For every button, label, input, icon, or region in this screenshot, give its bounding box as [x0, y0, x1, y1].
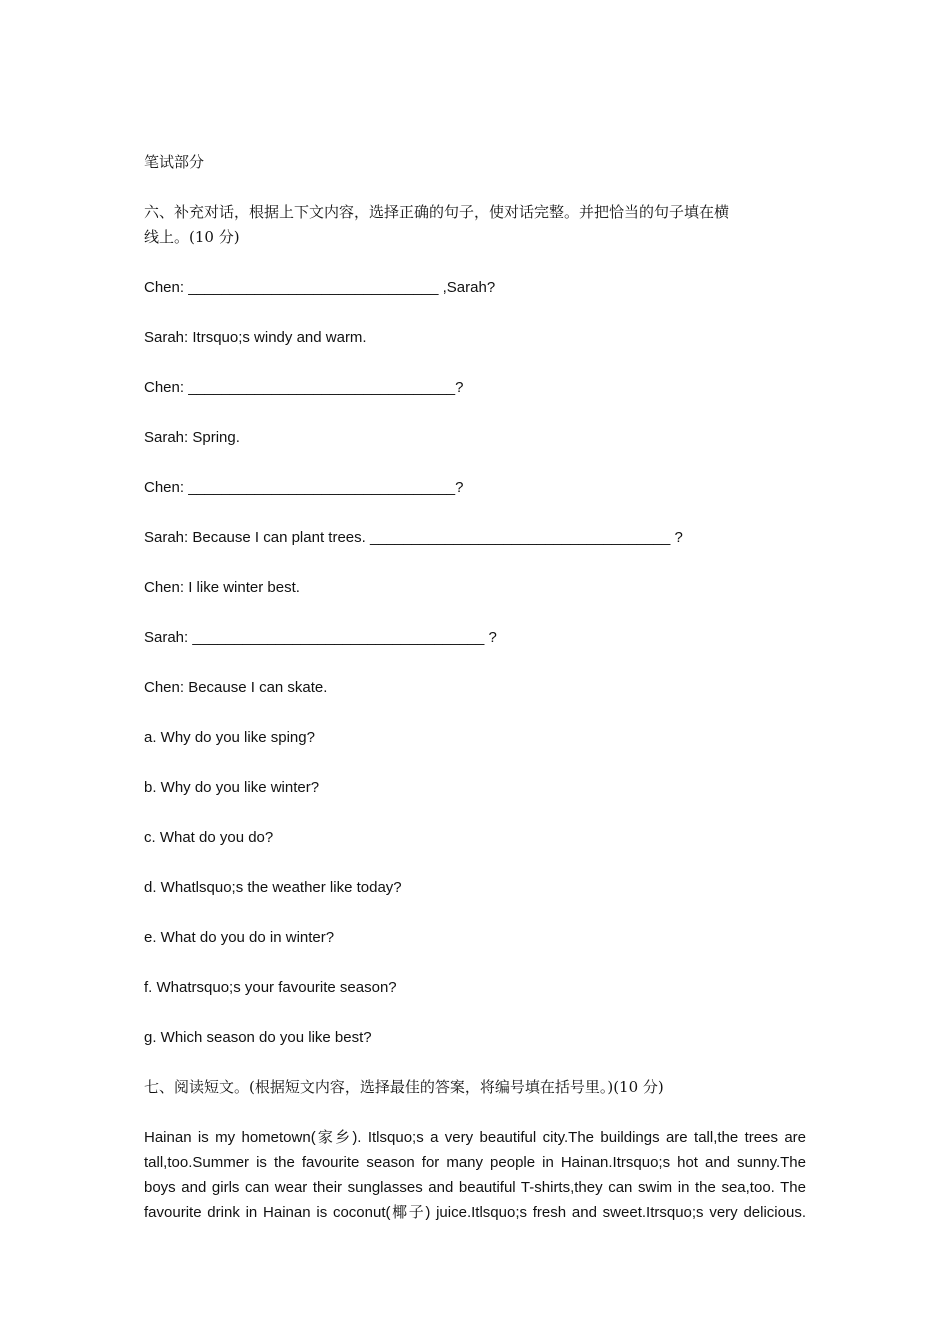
- passage-line: favourite drink in Hainan is coconut(椰子) juice.Itlsquo;s fresh and sweet.Itrsquo;s very delicious.: [144, 1204, 806, 1221]
- option-item: f. Whatrsquo;s your favourite season?: [144, 979, 397, 996]
- option-item: b. Why do you like winter?: [144, 779, 320, 796]
- dialogue-line: Sarah: ___________________________________ ?: [144, 629, 497, 646]
- dialogue-line: Chen: Because I can skate.: [144, 679, 328, 696]
- dialogue-line: Chen: I like winter best.: [144, 579, 300, 596]
- part6-instruction-line1: 六、补充对话，根据上下文内容，选择正确的句子，使对话完整。并把恰当的句子填在横: [144, 203, 730, 221]
- passage-line: tall,too.Summer is the favourite season for many people in Hainan.Itrsquo;s hot and sunny.The: [144, 1154, 806, 1171]
- part6-instruction-line2: 线上。(10 分): [144, 228, 240, 246]
- passage-line: Hainan is my hometown(家乡). Itlsquo;s a very beautiful city.The buildings are tall,the trees are: [144, 1129, 806, 1146]
- option-item: d. Whatlsquo;s the weather like today?: [144, 879, 402, 896]
- option-item: c. What do you do?: [144, 829, 274, 846]
- option-item: a. Why do you like sping?: [144, 729, 315, 746]
- reading-passage: [144, 1125, 806, 1225]
- dialogue-line: Sarah: Spring.: [144, 429, 240, 446]
- dialogue-line: Sarah: Because I can plant trees. ____________________________________ ?: [144, 529, 683, 546]
- option-item: g. Which season do you like best?: [144, 1029, 372, 1046]
- part7-instruction: 七、阅读短文。(根据短文内容，选择最佳的答案，将编号填在括号里。)(10 分): [144, 1078, 664, 1096]
- option-item: e. What do you do in winter?: [144, 929, 335, 946]
- dialogue-line: Chen: ________________________________?: [144, 479, 464, 496]
- section-title: 笔试部分: [144, 153, 205, 171]
- passage-line: boys and girls can wear their sunglasses and beautiful T-shirts,they can swim in the sea,too. The: [144, 1179, 806, 1196]
- dialogue-line: Chen: ________________________________?: [144, 379, 464, 396]
- dialogue-line: Sarah: Itrsquo;s windy and warm.: [144, 329, 367, 346]
- dialogue-line: Chen: ______________________________ ,Sarah?: [144, 279, 496, 296]
- document-page: [144, 150, 806, 1225]
